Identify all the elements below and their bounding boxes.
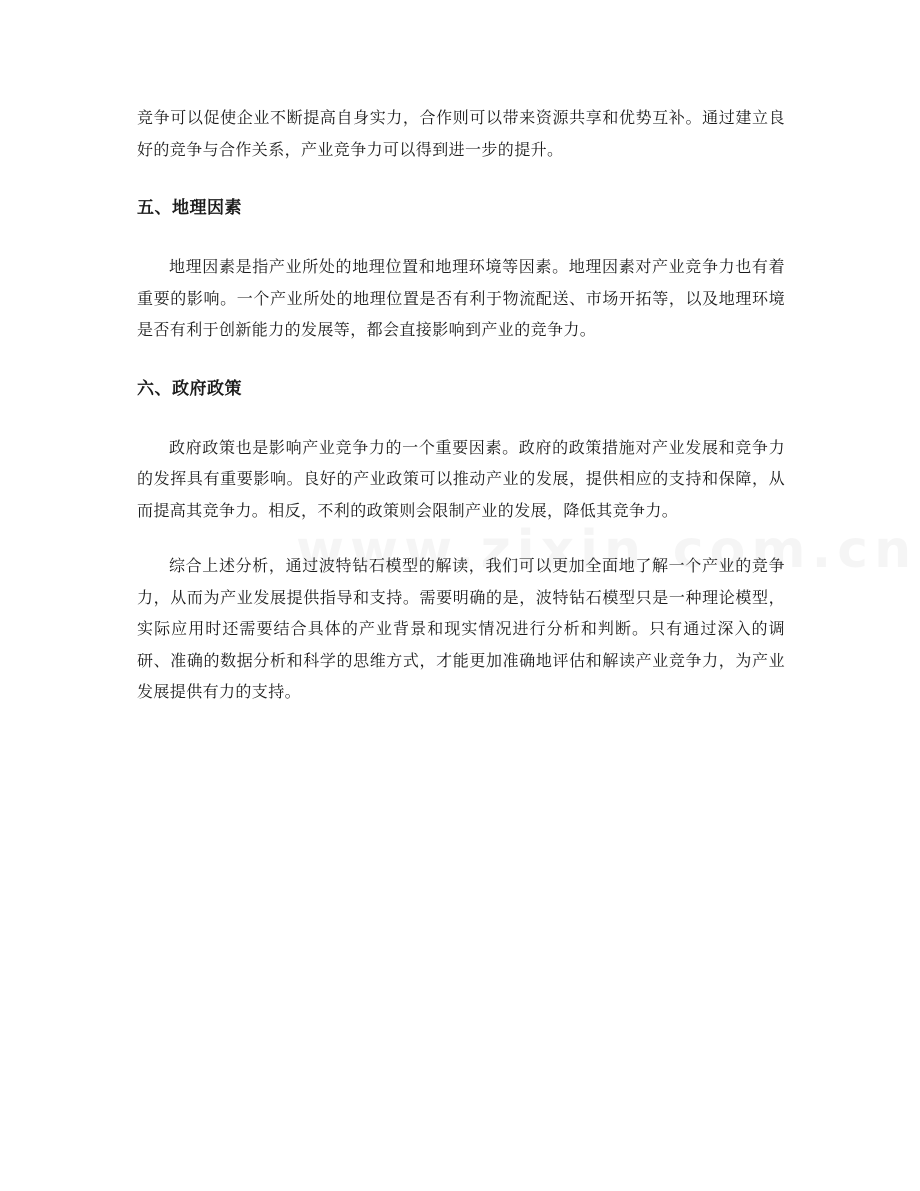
section-paragraph-government-policy: 政府政策也是影响产业竞争力的一个重要因素。政府的政策措施对产业发展和竞争力的发挥具有重要影响。良好的产业政策可以推动产业的发展，提供相应的支持和保障，从而提高其竞争力。相反，不利的政策则会限制产业的发展，降低其竞争力。 bbox=[137, 437, 785, 520]
section-heading-government-policy: 六、政府政策 bbox=[137, 378, 242, 399]
conclusion-paragraph: 综合上述分析，通过波特钻石模型的解读，我们可以更加全面地了解一个产业的竞争力，从而为产业发展提供指导和支持。需要明确的是，波特钻石模型只是一种理论模型，实际应用时还需要结合具体的产业背景和现实情况进行分析和判断。只有通过深入的调研、准确的数据分析和科学的思维方式，才能更加准确地评估和解读产业竞争力，为产业发展提供有力的支持。 bbox=[137, 556, 785, 701]
intro-paragraph: 竞争可以促使企业不断提高自身实力，合作则可以带来资源共享和优势互补。通过建立良好的竞争与合作关系，产业竞争力可以得到进一步的提升。 bbox=[137, 108, 785, 159]
document-body bbox=[137, 102, 785, 708]
section-heading-geography: 五、地理因素 bbox=[137, 198, 242, 218]
section-paragraph-geography: 地理因素是指产业所处的地理位置和地理环境等因素。地理因素对产业竞争力也有着重要的影响。一个产业所处的地理位置是否有利于物流配送、市场开拓等，以及地理环境是否有利于创新能力的发展等，都会直接影响到产业的竞争力。 bbox=[137, 257, 785, 339]
